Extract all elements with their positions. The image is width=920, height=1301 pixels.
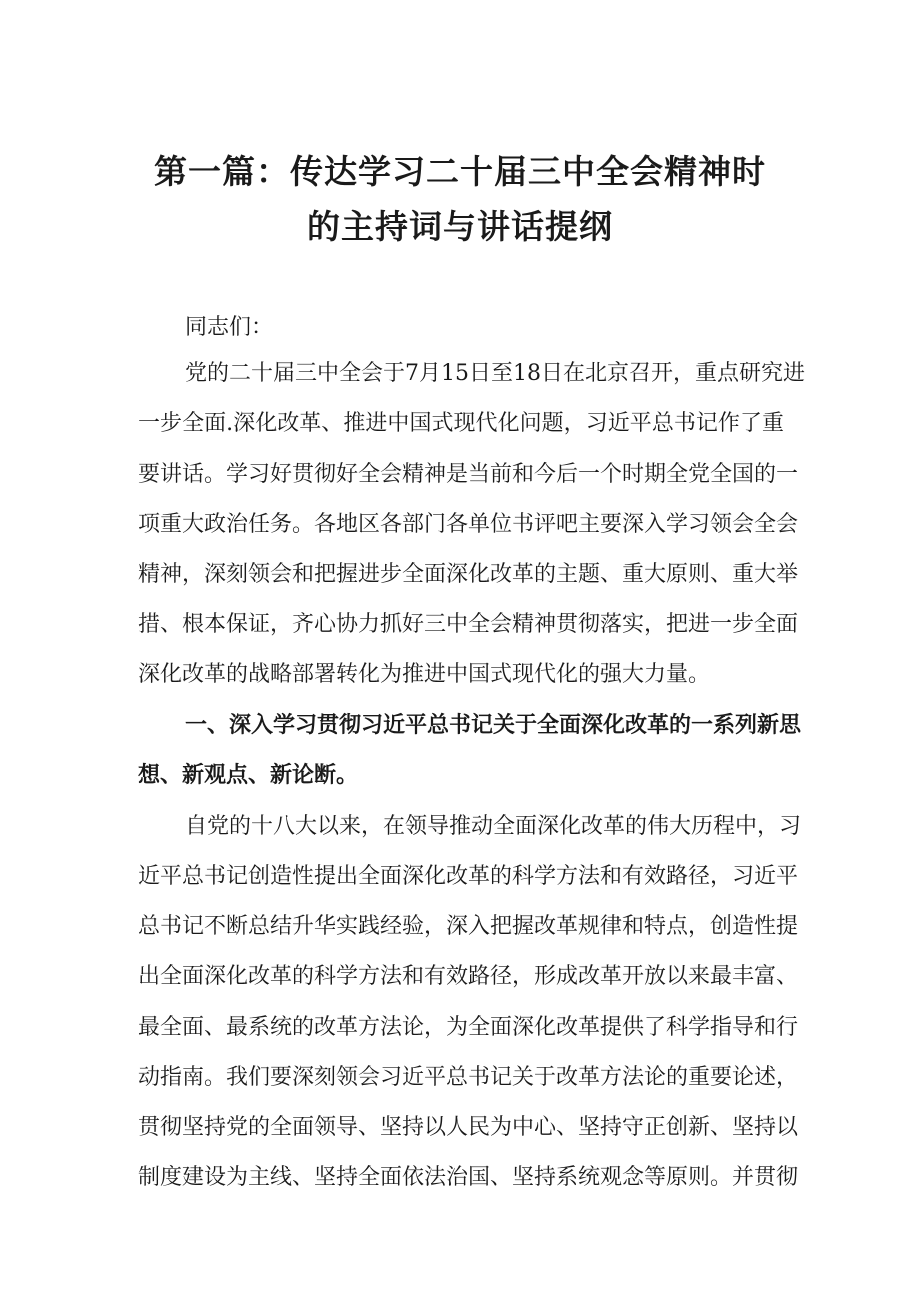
paragraph-1-line: 措、根本保证，齐心协力抓好三中全会精神贯彻落实，把进一步全面 [138, 612, 799, 637]
salutation: 同志们： [185, 315, 274, 340]
document-title-line-2: 的主持词与讲话提纲 [307, 207, 613, 246]
paragraph-1-line: 党的二十届三中全会于7月15日至18日在北京召开，重点研究进 [185, 361, 805, 386]
paragraph-2-line: 最全面、最系统的改革方法论，为全面深化改革提供了科学指导和行 [138, 1015, 799, 1040]
paragraph-2-line: 动指南。我们要深刻领会习近平总书记关于改革方法论的重要论述， [138, 1065, 799, 1090]
paragraph-2-line: 自党的十八大以来，在领导推动全面深化改革的伟大历程中，习 [185, 814, 802, 839]
paragraph-1-line: 要讲话。学习好贯彻好全会精神是当前和今后一个时期全党全国的一 [138, 462, 799, 487]
paragraph-1-line: 精神，深刻领会和把握进步全面深化改革的主题、重大原则、重大举 [138, 562, 799, 587]
paragraph-1-line: 深化改革的战略部署转化为推进中国式现代化的强大力量。 [138, 662, 711, 687]
paragraph-1-line: 项重大政治任务。各地区各部门各单位书评吧主要深入学习领会全会 [138, 512, 799, 537]
document-title-line-1: 第一篇：传达学习二十届三中全会精神时 [154, 152, 766, 191]
section-heading-line: 一、深入学习贯彻习近平总书记关于全面深化改革的一系列新思 [185, 713, 802, 738]
section-heading-line: 想、新观点、新论断。 [138, 763, 359, 788]
paragraph-2-line: 总书记不断总结升华实践经验，深入把握改革规律和特点，创造性提 [138, 914, 799, 939]
paragraph-2-line: 出全面深化改革的科学方法和有效路径，形成改革开放以来最丰富、 [138, 964, 799, 989]
paragraph-2-line: 制度建设为主线、坚持全面依法治国、坚持系统观念等原则。并贯彻 [138, 1165, 799, 1190]
paragraph-2-line: 近平总书记创造性提出全面深化改革的科学方法和有效路径，习近平 [138, 864, 799, 889]
paragraph-2-line: 贯彻坚持党的全面领导、坚持以人民为中心、坚持守正创新、坚持以 [138, 1115, 799, 1140]
paragraph-1-line: 一步全面.深化改革、推进中国式现代化问题，习近平总书记作了重 [138, 411, 784, 436]
